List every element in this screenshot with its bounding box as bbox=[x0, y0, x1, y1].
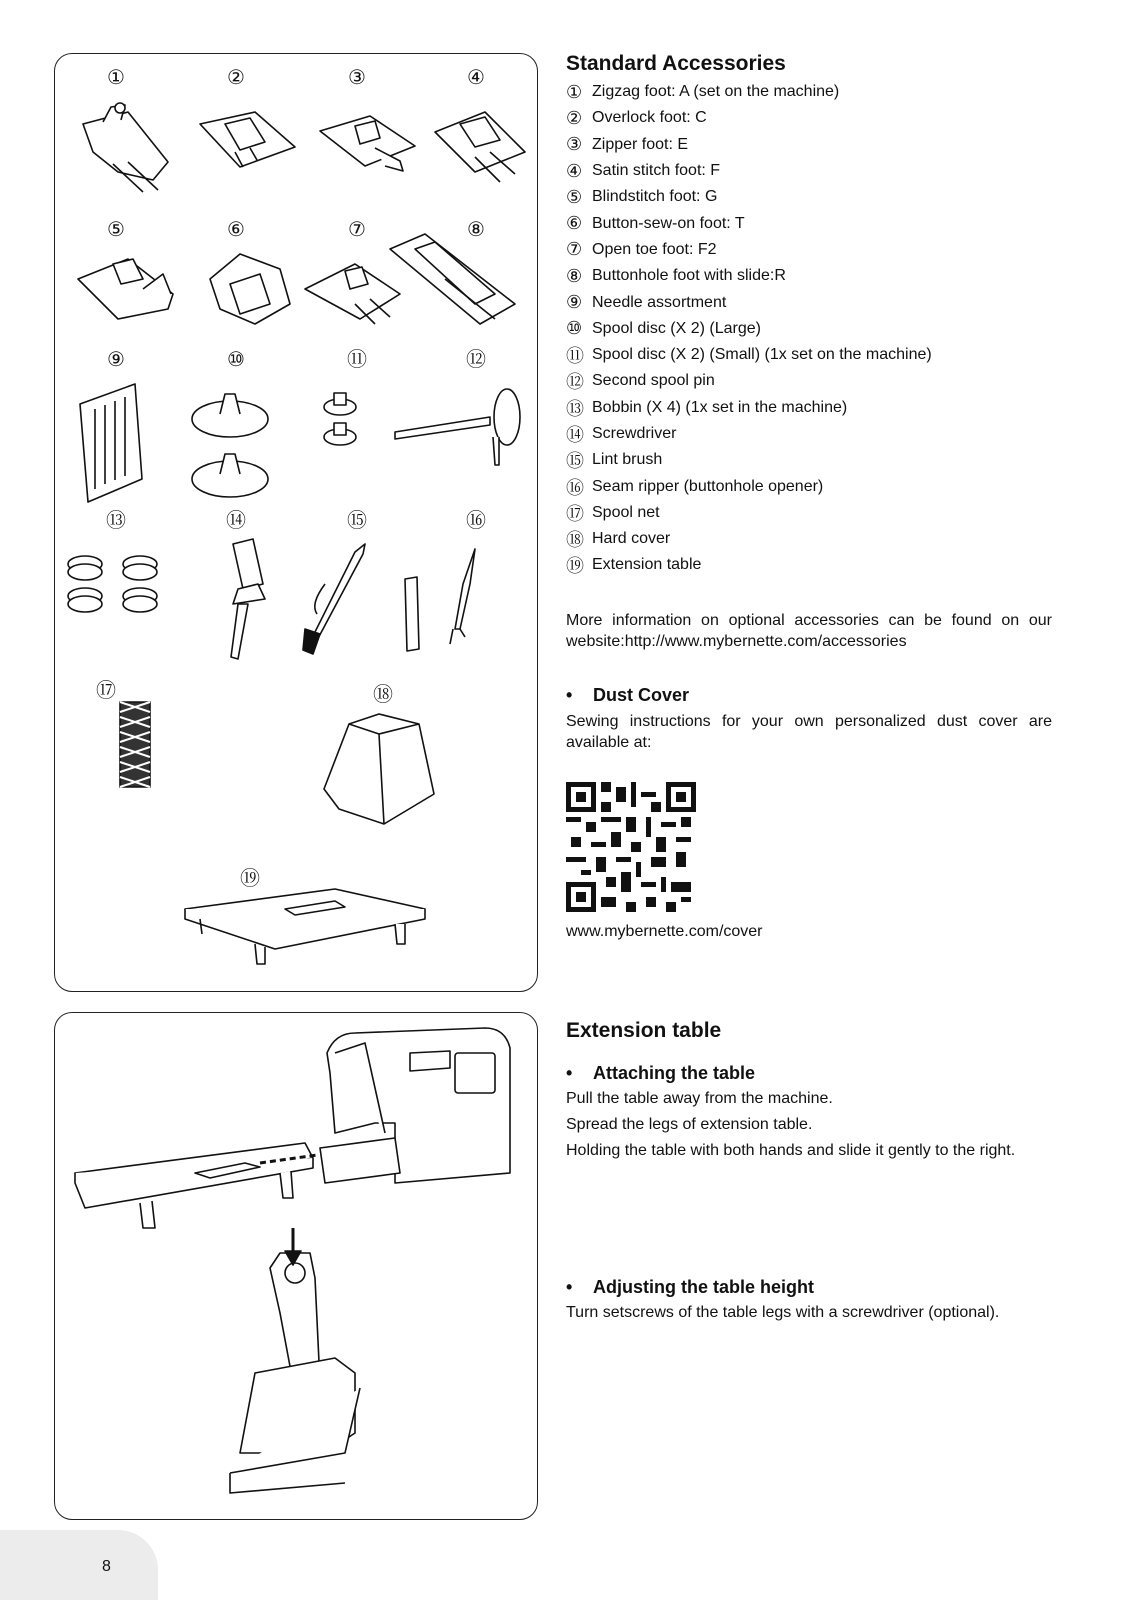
item-label: Zigzag foot: A (set on the machine) bbox=[592, 83, 840, 101]
dust-cover-heading-text: Dust Cover bbox=[593, 685, 690, 705]
item-number: ⑤ bbox=[566, 186, 583, 207]
extension-table-heading: Extension table bbox=[566, 1019, 722, 1042]
list-item bbox=[566, 184, 1052, 210]
item-number: ⑭ bbox=[226, 510, 246, 532]
item-number: ⑦ bbox=[348, 219, 366, 241]
list-item bbox=[566, 473, 1052, 499]
item-number: ⑭ bbox=[566, 425, 584, 445]
list-item bbox=[566, 342, 1052, 368]
item-number: ⑬ bbox=[106, 510, 126, 532]
item-label: Buttonhole foot with slide:R bbox=[592, 267, 786, 285]
item-number: ⑥ bbox=[227, 219, 245, 241]
blindstitch-foot-icon bbox=[78, 259, 173, 319]
open-toe-foot-icon bbox=[305, 264, 400, 324]
overlock-foot-icon bbox=[200, 112, 295, 167]
list-item bbox=[566, 421, 1052, 447]
item-number: ③ bbox=[566, 134, 583, 155]
accessories-heading: Standard Accessories bbox=[566, 52, 786, 75]
list-item bbox=[566, 132, 1052, 158]
zigzag-foot-icon bbox=[83, 103, 168, 192]
attaching-heading-text: Attaching the table bbox=[593, 1063, 756, 1083]
item-number: ⑪ bbox=[566, 346, 584, 367]
item-number: ⑧ bbox=[566, 265, 583, 286]
extension-table-drawing bbox=[55, 1013, 537, 1519]
accessories-section bbox=[566, 52, 1052, 579]
accessories-list bbox=[566, 79, 1052, 579]
hard-cover-icon bbox=[324, 714, 434, 824]
extension-table-icon bbox=[185, 889, 425, 964]
item-label: Satin stitch foot: F bbox=[592, 162, 721, 180]
satin-stitch-foot-icon bbox=[435, 112, 525, 182]
extension-table-section bbox=[566, 1019, 1052, 1164]
item-number: ⑦ bbox=[566, 239, 583, 260]
item-number: ⑱ bbox=[373, 684, 393, 706]
item-number: ⑰ bbox=[96, 680, 116, 702]
needle-assortment-icon bbox=[80, 384, 142, 502]
step-text: Spread the legs of extension table. bbox=[566, 1116, 813, 1133]
buttonhole-foot-icon bbox=[390, 234, 515, 324]
item-label: Zipper foot: E bbox=[592, 135, 689, 153]
item-number: ⑩ bbox=[227, 349, 245, 371]
attaching-heading bbox=[566, 1063, 1052, 1084]
item-label: Screwdriver bbox=[592, 425, 677, 442]
item-number: ⑲ bbox=[566, 556, 584, 577]
bobbin-icon bbox=[68, 556, 157, 612]
item-label: Lint brush bbox=[592, 451, 663, 469]
item-number: ① bbox=[107, 67, 125, 89]
table-leg-detail-icon bbox=[230, 1253, 360, 1493]
extension-table-icon bbox=[75, 1143, 313, 1228]
spool-disc-small-icon bbox=[324, 393, 356, 445]
item-number: ⑮ bbox=[566, 451, 584, 472]
item-label: Open toe foot: F2 bbox=[592, 240, 717, 258]
item-number: ⑲ bbox=[240, 868, 260, 890]
lint-brush-icon bbox=[303, 544, 365, 654]
step-text: Pull the table away from the machine. bbox=[566, 1090, 833, 1107]
list-item bbox=[566, 105, 1052, 131]
item-number: ① bbox=[566, 81, 583, 102]
item-number: ⑫ bbox=[566, 372, 584, 393]
item-number: ② bbox=[227, 67, 245, 89]
dust-cover-section bbox=[566, 685, 1052, 753]
attaching-steps bbox=[566, 1086, 1052, 1164]
button-sew-on-foot-icon bbox=[210, 254, 290, 324]
item-number: ⑪ bbox=[347, 349, 367, 371]
item-label: Spool disc (X 2) (Large) bbox=[592, 319, 761, 337]
item-number: ④ bbox=[566, 160, 583, 181]
spool-disc-large-icon bbox=[192, 394, 268, 497]
screwdriver-icon bbox=[231, 539, 265, 659]
dust-cover-url: www.mybernette.com/cover bbox=[566, 923, 763, 940]
item-number: ⑨ bbox=[107, 349, 125, 371]
item-label: Needle assortment bbox=[592, 293, 727, 311]
list-item bbox=[566, 526, 1052, 552]
second-spool-pin-icon bbox=[395, 389, 520, 465]
list-item bbox=[566, 447, 1052, 473]
seam-ripper-icon bbox=[405, 549, 475, 651]
list-item bbox=[566, 210, 1052, 236]
item-number: ④ bbox=[467, 67, 485, 89]
item-number: ⑰ bbox=[566, 503, 584, 524]
list-item bbox=[566, 395, 1052, 421]
list-item bbox=[566, 158, 1052, 184]
item-label: Hard cover bbox=[592, 530, 671, 548]
qr-code-icon bbox=[566, 782, 696, 912]
spool-net-icon bbox=[120, 702, 150, 787]
item-label: Bobbin (X 4) (1x set in the machine) bbox=[592, 398, 848, 416]
item-label: Spool net bbox=[592, 503, 660, 521]
page-number-tab bbox=[0, 1530, 158, 1600]
item-label: Spool disc (X 2) (Small) (1x set on the machine) bbox=[592, 346, 932, 364]
step-text: Holding the table with both hands and slide it gently to the right. bbox=[566, 1142, 1016, 1159]
accessories-illustration-panel bbox=[54, 53, 538, 992]
item-number: ⑨ bbox=[566, 292, 583, 313]
item-number: ⑬ bbox=[566, 398, 584, 419]
item-number: ② bbox=[566, 107, 583, 128]
adjusting-heading-text: Adjusting the table height bbox=[593, 1277, 814, 1297]
list-item bbox=[566, 237, 1052, 263]
list-item bbox=[566, 263, 1052, 289]
list-item bbox=[566, 368, 1052, 394]
item-number: ⑩ bbox=[566, 318, 583, 339]
item-label: Extension table bbox=[592, 556, 702, 574]
item-number: ⑧ bbox=[467, 219, 485, 241]
zipper-foot-icon bbox=[320, 116, 415, 171]
adjusting-text: Turn setscrews of the table legs with a screwdriver (optional). bbox=[566, 1304, 1000, 1321]
item-number: ⑮ bbox=[347, 510, 367, 532]
accessories-drawing bbox=[55, 54, 537, 991]
sewing-machine-icon bbox=[320, 1028, 510, 1183]
dust-cover-heading bbox=[566, 685, 1052, 706]
item-label: Button-sew-on foot: T bbox=[592, 214, 745, 232]
item-label: Blindstitch foot: G bbox=[592, 188, 718, 206]
bullet-icon: • bbox=[566, 1277, 573, 1297]
item-number: ⑤ bbox=[107, 219, 125, 241]
list-item bbox=[566, 552, 1052, 578]
item-number: ⑥ bbox=[566, 213, 583, 234]
list-item bbox=[566, 289, 1052, 315]
adjusting-heading bbox=[566, 1277, 1052, 1298]
item-number: ⑯ bbox=[466, 510, 486, 532]
item-number: ③ bbox=[348, 67, 366, 89]
extension-table-illustration-panel bbox=[54, 1012, 538, 1520]
adjusting-section bbox=[566, 1277, 1052, 1326]
list-item bbox=[566, 500, 1052, 526]
item-number: ⑯ bbox=[566, 477, 584, 498]
dust-cover-text: Sewing instructions for your own personalized dust cover are available at: bbox=[566, 713, 1052, 751]
page-number: 8 bbox=[102, 1558, 111, 1575]
more-info-text: More information on optional accessories can be found on our website:http://www.mybernette.com/accessories bbox=[566, 612, 1052, 650]
bullet-icon: • bbox=[566, 1063, 573, 1083]
item-number: ⑫ bbox=[466, 349, 486, 371]
list-item bbox=[566, 79, 1052, 105]
list-item bbox=[566, 316, 1052, 342]
item-label: Seam ripper (buttonhole opener) bbox=[592, 477, 824, 495]
item-label: Overlock foot: C bbox=[592, 109, 707, 127]
bullet-icon: • bbox=[566, 685, 573, 705]
item-label: Second spool pin bbox=[592, 372, 715, 390]
item-number: ⑱ bbox=[566, 530, 584, 551]
